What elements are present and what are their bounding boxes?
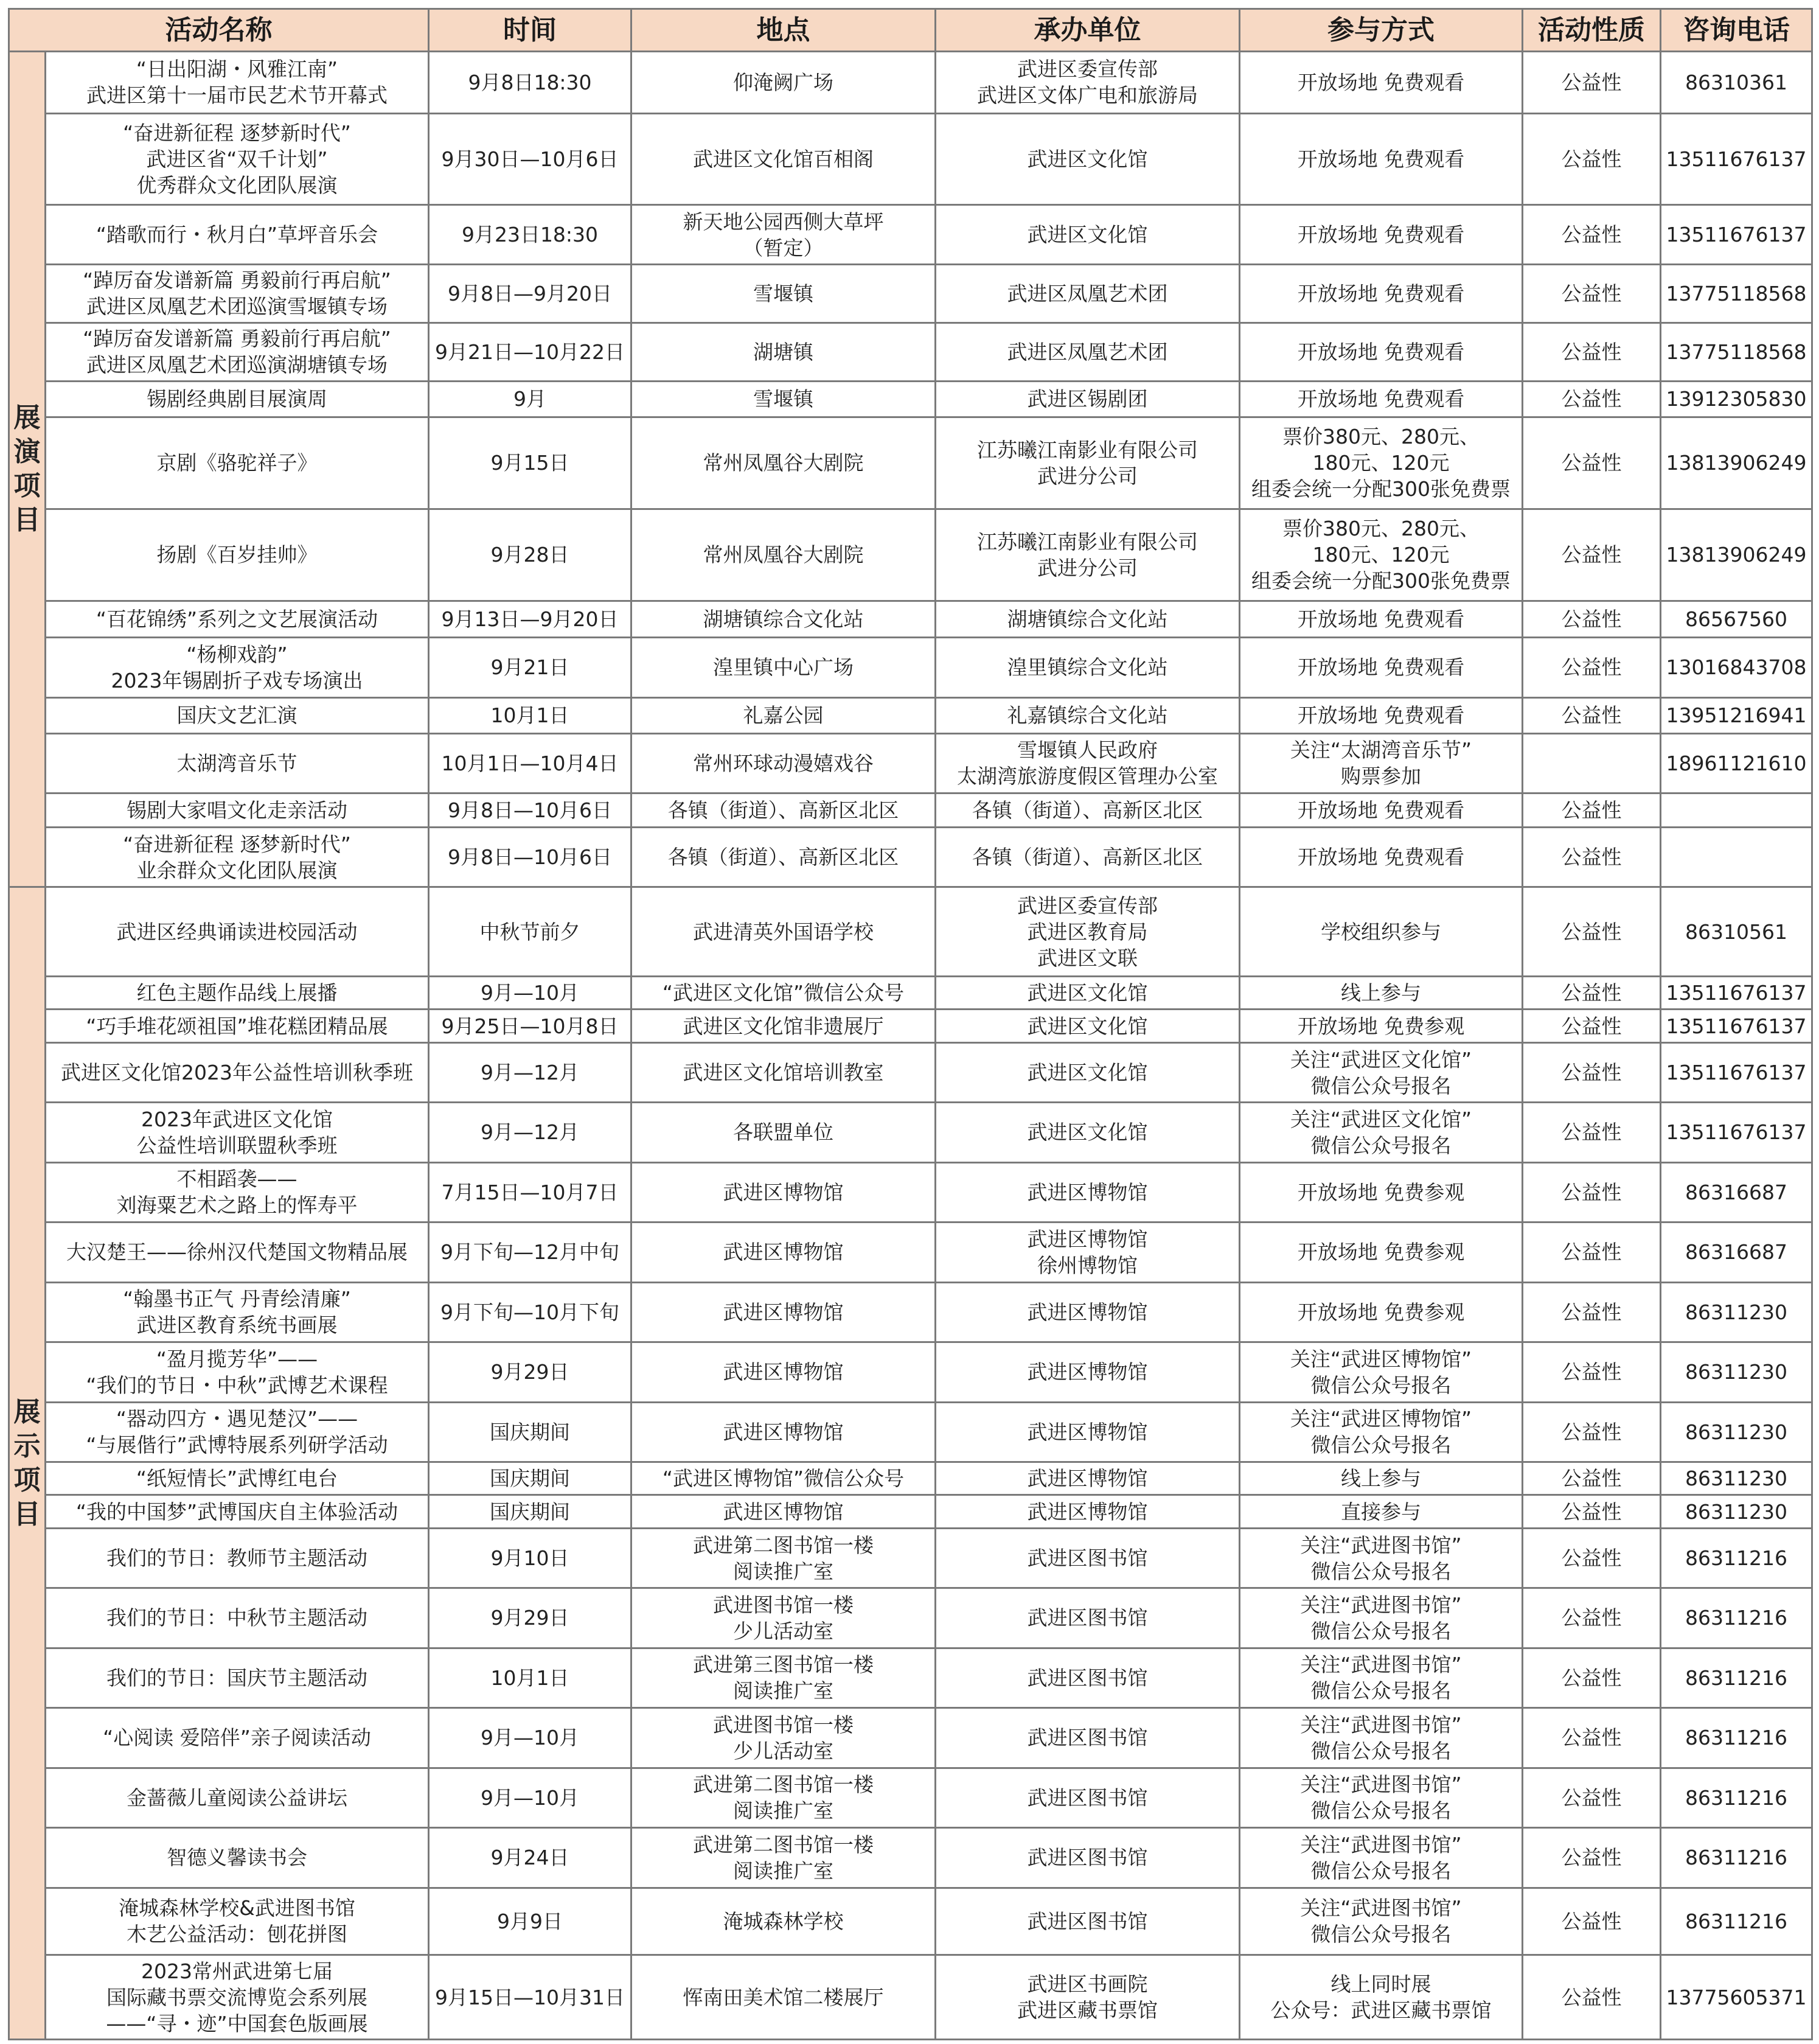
cell-time: 10月1日—10月4日 [429, 734, 631, 793]
cell-nature: 公益性 [1523, 323, 1661, 381]
cell-participation: 开放场地 免费参观 [1240, 1282, 1523, 1342]
table-row [9, 1042, 1812, 1102]
cell-location: 武进第二图书馆一楼 阅读推广室 [631, 1828, 936, 1888]
cell-activity-name: “踔厉奋发谱新篇 勇毅前行再启航” 武进区凤凰艺术团巡演雪堰镇专场 [46, 264, 429, 323]
cell-participation: 关注“武进图书馆” 微信公众号报名 [1240, 1768, 1523, 1827]
cell-time: 9月8日18:30 [429, 52, 631, 114]
cell-phone [1661, 827, 1812, 887]
cell-organizer: 武进区书画院 武进区藏书票馆 [936, 1955, 1240, 2040]
cell-time: 9月23日18:30 [429, 205, 631, 264]
cell-participation: 关注“武进区博物馆” 微信公众号报名 [1240, 1402, 1523, 1462]
cell-time: 9月15日—10月31日 [429, 1955, 631, 2040]
cell-nature [1523, 734, 1661, 793]
cell-location: 武进区文化馆培训教室 [631, 1042, 936, 1102]
cell-phone: 13775118568 [1661, 264, 1812, 323]
cell-nature: 公益性 [1523, 1342, 1661, 1402]
cell-nature: 公益性 [1523, 887, 1661, 977]
cell-phone: 86311216 [1661, 1828, 1812, 1888]
cell-phone: 13912305830 [1661, 381, 1812, 417]
cell-phone: 86310561 [1661, 887, 1812, 977]
cell-location: 各镇（街道）、高新区北区 [631, 793, 936, 827]
cell-nature: 公益性 [1523, 1495, 1661, 1528]
cell-phone: 13813906249 [1661, 509, 1812, 601]
cell-organizer: 江苏曦江南影业有限公司 武进分公司 [936, 417, 1240, 509]
cell-activity-name: 扬剧《百岁挂帅》 [46, 509, 429, 601]
table-row [9, 827, 1812, 887]
cell-phone: 13511676137 [1661, 205, 1812, 264]
cell-organizer: 武进区图书馆 [936, 1648, 1240, 1707]
cell-nature: 公益性 [1523, 1648, 1661, 1707]
cell-participation: 关注“武进图书馆” 微信公众号报名 [1240, 1528, 1523, 1588]
table-row [9, 1528, 1812, 1588]
cell-nature: 公益性 [1523, 113, 1661, 205]
table-row [9, 1648, 1812, 1707]
cell-time: 10月1日 [429, 1648, 631, 1707]
cell-time: 9月8日—10月6日 [429, 793, 631, 827]
cell-time: 9月下旬—10月下旬 [429, 1282, 631, 1342]
cell-nature: 公益性 [1523, 1708, 1661, 1768]
table-row [9, 638, 1812, 697]
table-row [9, 697, 1812, 733]
cell-activity-name: “百花锦绣”系列之文艺展演活动 [46, 601, 429, 638]
cell-time: 国庆期间 [429, 1402, 631, 1462]
cell-activity-name: 我们的节日：中秋节主题活动 [46, 1588, 429, 1648]
table-row [9, 1462, 1812, 1495]
cell-phone: 86567560 [1661, 601, 1812, 638]
cell-participation: 开放场地 免费观看 [1240, 381, 1523, 417]
cell-participation: 线上参与 [1240, 1462, 1523, 1495]
cell-location: “武进区文化馆”微信公众号 [631, 977, 936, 1010]
cell-location: 武进区博物馆 [631, 1223, 936, 1282]
table-row [9, 1708, 1812, 1768]
activity-table [8, 8, 1813, 2040]
header-participation: 参与方式 [1240, 9, 1523, 52]
cell-participation: 线上参与 [1240, 977, 1523, 1010]
cell-activity-name: 红色主题作品线上展播 [46, 977, 429, 1010]
cell-location: 雪堰镇 [631, 264, 936, 323]
header-phone: 咨询电话 [1661, 9, 1812, 52]
cell-activity-name: “心阅读 爱陪伴”亲子阅读活动 [46, 1708, 429, 1768]
cell-location: 恽南田美术馆二楼展厅 [631, 1955, 936, 2040]
cell-participation: 开放场地 免费观看 [1240, 601, 1523, 638]
cell-organizer: 武进区锡剧团 [936, 381, 1240, 417]
cell-activity-name: “盈月揽芳华”—— “我们的节日・中秋”武博艺术课程 [46, 1342, 429, 1402]
cell-phone: 18961121610 [1661, 734, 1812, 793]
table-row [9, 323, 1812, 381]
cell-participation: 开放场地 免费观看 [1240, 205, 1523, 264]
table-row [9, 1162, 1812, 1222]
cell-organizer: 武进区博物馆 [936, 1495, 1240, 1528]
cell-phone: 13511676137 [1661, 1042, 1812, 1102]
cell-organizer: 各镇（街道）、高新区北区 [936, 827, 1240, 887]
cell-activity-name: 金蔷薇儿童阅读公益讲坛 [46, 1768, 429, 1827]
cell-nature: 公益性 [1523, 793, 1661, 827]
cell-time: 9月—12月 [429, 1103, 631, 1162]
cell-participation: 票价380元、280元、 180元、120元 组委会统一分配300张免费票 [1240, 417, 1523, 509]
cell-phone: 13511676137 [1661, 113, 1812, 205]
cell-organizer: 武进区凤凰艺术团 [936, 264, 1240, 323]
cell-phone: 86311216 [1661, 1648, 1812, 1707]
section-label: 展 演 项 目 [9, 52, 46, 887]
cell-time: 9月30日—10月6日 [429, 113, 631, 205]
table-row [9, 601, 1812, 638]
header-row [9, 9, 1812, 52]
table-row [9, 52, 1812, 114]
table-row [9, 113, 1812, 205]
cell-activity-name: “踔厉奋发谱新篇 勇毅前行再启航” 武进区凤凰艺术团巡演湖塘镇专场 [46, 323, 429, 381]
cell-location: 武进区文化馆百相阁 [631, 113, 936, 205]
cell-participation: 关注“武进图书馆” 微信公众号报名 [1240, 1708, 1523, 1768]
cell-activity-name: 锡剧经典剧目展演周 [46, 381, 429, 417]
cell-time: 9月 [429, 381, 631, 417]
cell-nature: 公益性 [1523, 1223, 1661, 1282]
cell-location: 武进区博物馆 [631, 1162, 936, 1222]
cell-participation: 开放场地 免费观看 [1240, 697, 1523, 733]
cell-organizer: 武进区图书馆 [936, 1768, 1240, 1827]
cell-participation: 开放场地 免费观看 [1240, 793, 1523, 827]
cell-time: 9月29日 [429, 1588, 631, 1648]
cell-participation: 关注“武进区博物馆” 微信公众号报名 [1240, 1342, 1523, 1402]
table-row [9, 381, 1812, 417]
cell-organizer: 武进区文化馆 [936, 1010, 1240, 1042]
header-activity-name: 活动名称 [9, 9, 429, 52]
cell-phone: 13016843708 [1661, 638, 1812, 697]
cell-location: 武进第二图书馆一楼 阅读推广室 [631, 1528, 936, 1588]
cell-phone: 86311216 [1661, 1888, 1812, 1955]
cell-nature: 公益性 [1523, 509, 1661, 601]
cell-time: 9月—10月 [429, 1708, 631, 1768]
cell-participation: 关注“武进区文化馆” 微信公众号报名 [1240, 1042, 1523, 1102]
cell-activity-name: 我们的节日：教师节主题活动 [46, 1528, 429, 1588]
cell-activity-name: “巧手堆花颂祖国”堆花糕团精品展 [46, 1010, 429, 1042]
cell-nature: 公益性 [1523, 1402, 1661, 1462]
cell-location: “武进区博物馆”微信公众号 [631, 1462, 936, 1495]
cell-phone: 13511676137 [1661, 1103, 1812, 1162]
cell-organizer: 雪堰镇人民政府 太湖湾旅游度假区管理办公室 [936, 734, 1240, 793]
table-row [9, 734, 1812, 793]
cell-nature: 公益性 [1523, 1282, 1661, 1342]
cell-time: 9月28日 [429, 509, 631, 601]
cell-location: 武进区博物馆 [631, 1282, 936, 1342]
cell-organizer: 武进区图书馆 [936, 1888, 1240, 1955]
cell-location: 礼嘉公园 [631, 697, 936, 733]
cell-phone: 86311216 [1661, 1588, 1812, 1648]
cell-phone: 13511676137 [1661, 977, 1812, 1010]
cell-organizer: 武进区文化馆 [936, 113, 1240, 205]
cell-time: 9月—10月 [429, 977, 631, 1010]
cell-activity-name: “奋进新征程 逐梦新时代” 业余群众文化团队展演 [46, 827, 429, 887]
cell-time: 国庆期间 [429, 1495, 631, 1528]
cell-time: 9月—12月 [429, 1042, 631, 1102]
cell-nature: 公益性 [1523, 1010, 1661, 1042]
table-row [9, 977, 1812, 1010]
cell-organizer: 武进区图书馆 [936, 1528, 1240, 1588]
cell-location: 淹城森林学校 [631, 1888, 936, 1955]
cell-activity-name: 武进区经典诵读进校园活动 [46, 887, 429, 977]
cell-activity-name: 锡剧大家唱文化走亲活动 [46, 793, 429, 827]
cell-nature: 公益性 [1523, 1828, 1661, 1888]
cell-organizer: 武进区博物馆 徐州博物馆 [936, 1223, 1240, 1282]
cell-participation: 学校组织参与 [1240, 887, 1523, 977]
cell-organizer: 武进区图书馆 [936, 1708, 1240, 1768]
cell-participation: 关注“太湖湾音乐节” 购票参加 [1240, 734, 1523, 793]
cell-nature: 公益性 [1523, 205, 1661, 264]
header-location: 地点 [631, 9, 936, 52]
cell-organizer: 武进区委宣传部 武进区文体广电和旅游局 [936, 52, 1240, 114]
cell-activity-name: “踏歌而行・秋月白”草坪音乐会 [46, 205, 429, 264]
cell-location: 武进图书馆一楼 少儿活动室 [631, 1708, 936, 1768]
cell-phone: 13951216941 [1661, 697, 1812, 733]
cell-location: 湖塘镇综合文化站 [631, 601, 936, 638]
cell-activity-name: “翰墨书正气 丹青绘清廉” 武进区教育系统书画展 [46, 1282, 429, 1342]
cell-activity-name: “纸短情长”武博红电台 [46, 1462, 429, 1495]
section-label: 展 示 项 目 [9, 887, 46, 2040]
cell-participation: 开放场地 免费观看 [1240, 827, 1523, 887]
cell-time: 9月21日—10月22日 [429, 323, 631, 381]
cell-participation: 开放场地 免费观看 [1240, 323, 1523, 381]
cell-location: 武进区文化馆非遗展厅 [631, 1010, 936, 1042]
cell-nature: 公益性 [1523, 697, 1661, 733]
cell-nature: 公益性 [1523, 1528, 1661, 1588]
cell-location: 湖塘镇 [631, 323, 936, 381]
cell-time: 9月10日 [429, 1528, 631, 1588]
table-body [9, 52, 1812, 2040]
cell-organizer: 武进区文化馆 [936, 1042, 1240, 1102]
table-row [9, 1828, 1812, 1888]
cell-time: 9月25日—10月8日 [429, 1010, 631, 1042]
cell-phone: 86311216 [1661, 1768, 1812, 1827]
table-row [9, 1588, 1812, 1648]
cell-activity-name: 武进区文化馆2023年公益性培训秋季班 [46, 1042, 429, 1102]
cell-activity-name: “器动四方・遇见楚汉”—— “与展偕行”武博特展系列研学活动 [46, 1402, 429, 1462]
cell-participation: 票价380元、280元、 180元、120元 组委会统一分配300张免费票 [1240, 509, 1523, 601]
cell-participation: 开放场地 免费参观 [1240, 1010, 1523, 1042]
cell-location: 各联盟单位 [631, 1103, 936, 1162]
cell-nature: 公益性 [1523, 1042, 1661, 1102]
cell-location: 武进区博物馆 [631, 1342, 936, 1402]
cell-time: 9月15日 [429, 417, 631, 509]
table-row [9, 1955, 1812, 2040]
cell-activity-name: 淹城森林学校&武进图书馆 木艺公益活动：刨花拼图 [46, 1888, 429, 1955]
cell-participation: 开放场地 免费参观 [1240, 1223, 1523, 1282]
cell-participation: 直接参与 [1240, 1495, 1523, 1528]
cell-phone: 13775118568 [1661, 323, 1812, 381]
cell-organizer: 武进区凤凰艺术团 [936, 323, 1240, 381]
cell-location: 常州环球动漫嬉戏谷 [631, 734, 936, 793]
table-row [9, 1888, 1812, 1955]
cell-activity-name: 国庆文艺汇演 [46, 697, 429, 733]
cell-location: 武进区博物馆 [631, 1402, 936, 1462]
cell-time: 9月24日 [429, 1828, 631, 1888]
cell-nature: 公益性 [1523, 264, 1661, 323]
cell-phone: 86311230 [1661, 1282, 1812, 1342]
cell-nature: 公益性 [1523, 417, 1661, 509]
cell-organizer: 武进区文化馆 [936, 977, 1240, 1010]
cell-organizer: 各镇（街道）、高新区北区 [936, 793, 1240, 827]
cell-participation: 关注“武进图书馆” 微信公众号报名 [1240, 1888, 1523, 1955]
cell-participation: 开放场地 免费观看 [1240, 113, 1523, 205]
cell-phone: 86311230 [1661, 1462, 1812, 1495]
table-row [9, 1768, 1812, 1827]
cell-participation: 开放场地 免费观看 [1240, 52, 1523, 114]
cell-time: 9月29日 [429, 1342, 631, 1402]
cell-phone [1661, 793, 1812, 827]
cell-time: 9月—10月 [429, 1768, 631, 1827]
cell-location: 武进第三图书馆一楼 阅读推广室 [631, 1648, 936, 1707]
table-row [9, 1282, 1812, 1342]
cell-organizer: 武进区博物馆 [936, 1282, 1240, 1342]
table-row [9, 1010, 1812, 1042]
cell-phone: 86316687 [1661, 1223, 1812, 1282]
cell-activity-name: 2023常州武进第七届 国际藏书票交流博览会系列展 ——“寻・迹”中国套色版画展 [46, 1955, 429, 2040]
cell-phone: 13511676137 [1661, 1010, 1812, 1042]
cell-phone: 13813906249 [1661, 417, 1812, 509]
cell-time: 7月15日—10月7日 [429, 1162, 631, 1222]
cell-activity-name: 大汉楚王——徐州汉代楚国文物精品展 [46, 1223, 429, 1282]
cell-location: 武进区博物馆 [631, 1495, 936, 1528]
cell-nature: 公益性 [1523, 1588, 1661, 1648]
cell-time: 10月1日 [429, 697, 631, 733]
table-row [9, 417, 1812, 509]
cell-phone: 86311230 [1661, 1495, 1812, 1528]
cell-activity-name: “日出阳湖・风雅江南” 武进区第十一届市民艺术节开幕式 [46, 52, 429, 114]
cell-nature: 公益性 [1523, 381, 1661, 417]
cell-activity-name: 不相蹈袭—— 刘海粟艺术之路上的恽寿平 [46, 1162, 429, 1222]
cell-organizer: 武进区文化馆 [936, 205, 1240, 264]
cell-organizer: 江苏曦江南影业有限公司 武进分公司 [936, 509, 1240, 601]
cell-organizer: 湖塘镇综合文化站 [936, 601, 1240, 638]
cell-phone: 13775605371 [1661, 1955, 1812, 2040]
cell-participation: 关注“武进图书馆” 微信公众号报名 [1240, 1588, 1523, 1648]
cell-activity-name: 太湖湾音乐节 [46, 734, 429, 793]
table-row [9, 1223, 1812, 1282]
cell-location: 新天地公园西侧大草坪 （暂定） [631, 205, 936, 264]
table-row [9, 264, 1812, 323]
cell-time: 9月21日 [429, 638, 631, 697]
cell-organizer: 武进区图书馆 [936, 1588, 1240, 1648]
header-time: 时间 [429, 9, 631, 52]
cell-nature: 公益性 [1523, 1162, 1661, 1222]
cell-organizer: 武进区博物馆 [936, 1462, 1240, 1495]
cell-phone: 86316687 [1661, 1162, 1812, 1222]
cell-location: 武进第二图书馆一楼 阅读推广室 [631, 1768, 936, 1827]
cell-phone: 86311216 [1661, 1528, 1812, 1588]
cell-activity-name: 京剧《骆驼祥子》 [46, 417, 429, 509]
cell-organizer: 武进区博物馆 [936, 1342, 1240, 1402]
cell-participation: 开放场地 免费参观 [1240, 1162, 1523, 1222]
cell-nature: 公益性 [1523, 638, 1661, 697]
table-row [9, 1402, 1812, 1462]
cell-organizer: 武进区文化馆 [936, 1103, 1240, 1162]
cell-location: 雪堰镇 [631, 381, 936, 417]
cell-nature: 公益性 [1523, 601, 1661, 638]
cell-location: 各镇（街道）、高新区北区 [631, 827, 936, 887]
cell-time: 9月9日 [429, 1888, 631, 1955]
cell-activity-name: “我的中国梦”武博国庆自主体验活动 [46, 1495, 429, 1528]
cell-nature: 公益性 [1523, 1955, 1661, 2040]
cell-participation: 关注“武进图书馆” 微信公众号报名 [1240, 1648, 1523, 1707]
cell-location: 武进图书馆一楼 少儿活动室 [631, 1588, 936, 1648]
cell-nature: 公益性 [1523, 827, 1661, 887]
cell-participation: 关注“武进区文化馆” 微信公众号报名 [1240, 1103, 1523, 1162]
cell-location: 湟里镇中心广场 [631, 638, 936, 697]
cell-location: 常州凤凰谷大剧院 [631, 509, 936, 601]
cell-phone: 86311230 [1661, 1402, 1812, 1462]
cell-nature: 公益性 [1523, 1462, 1661, 1495]
table-row [9, 509, 1812, 601]
table-row [9, 1495, 1812, 1528]
table-row [9, 887, 1812, 977]
cell-organizer: 礼嘉镇综合文化站 [936, 697, 1240, 733]
cell-location: 常州凤凰谷大剧院 [631, 417, 936, 509]
cell-organizer: 武进区博物馆 [936, 1162, 1240, 1222]
cell-activity-name: “杨柳戏韵” 2023年锡剧折子戏专场演出 [46, 638, 429, 697]
cell-organizer: 武进区委宣传部 武进区教育局 武进区文联 [936, 887, 1240, 977]
cell-organizer: 湟里镇综合文化站 [936, 638, 1240, 697]
table-row [9, 205, 1812, 264]
cell-nature: 公益性 [1523, 977, 1661, 1010]
cell-participation: 开放场地 免费观看 [1240, 264, 1523, 323]
cell-activity-name: 2023年武进区文化馆 公益性培训联盟秋季班 [46, 1103, 429, 1162]
cell-organizer: 武进区博物馆 [936, 1402, 1240, 1462]
cell-time: 9月8日—9月20日 [429, 264, 631, 323]
cell-time: 国庆期间 [429, 1462, 631, 1495]
cell-location: 武进清英外国语学校 [631, 887, 936, 977]
cell-time: 9月下旬—12月中旬 [429, 1223, 631, 1282]
cell-nature: 公益性 [1523, 1768, 1661, 1827]
cell-time: 中秋节前夕 [429, 887, 631, 977]
cell-participation: 关注“武进图书馆” 微信公众号报名 [1240, 1828, 1523, 1888]
cell-participation: 线上同时展 公众号：武进区藏书票馆 [1240, 1955, 1523, 2040]
cell-phone: 86310361 [1661, 52, 1812, 114]
table-row [9, 793, 1812, 827]
cell-activity-name: “奋进新征程 逐梦新时代” 武进区省“双千计划” 优秀群众文化团队展演 [46, 113, 429, 205]
cell-nature: 公益性 [1523, 52, 1661, 114]
cell-phone: 86311230 [1661, 1342, 1812, 1402]
cell-activity-name: 智德义馨读书会 [46, 1828, 429, 1888]
cell-time: 9月13日—9月20日 [429, 601, 631, 638]
cell-nature: 公益性 [1523, 1888, 1661, 1955]
cell-participation: 开放场地 免费观看 [1240, 638, 1523, 697]
header-nature: 活动性质 [1523, 9, 1661, 52]
cell-organizer: 武进区图书馆 [936, 1828, 1240, 1888]
cell-nature: 公益性 [1523, 1103, 1661, 1162]
table-row [9, 1342, 1812, 1402]
cell-time: 9月8日—10月6日 [429, 827, 631, 887]
cell-phone: 86311216 [1661, 1708, 1812, 1768]
table-row [9, 1103, 1812, 1162]
header-organizer: 承办单位 [936, 9, 1240, 52]
cell-activity-name: 我们的节日：国庆节主题活动 [46, 1648, 429, 1707]
cell-location: 仰淹阙广场 [631, 52, 936, 114]
